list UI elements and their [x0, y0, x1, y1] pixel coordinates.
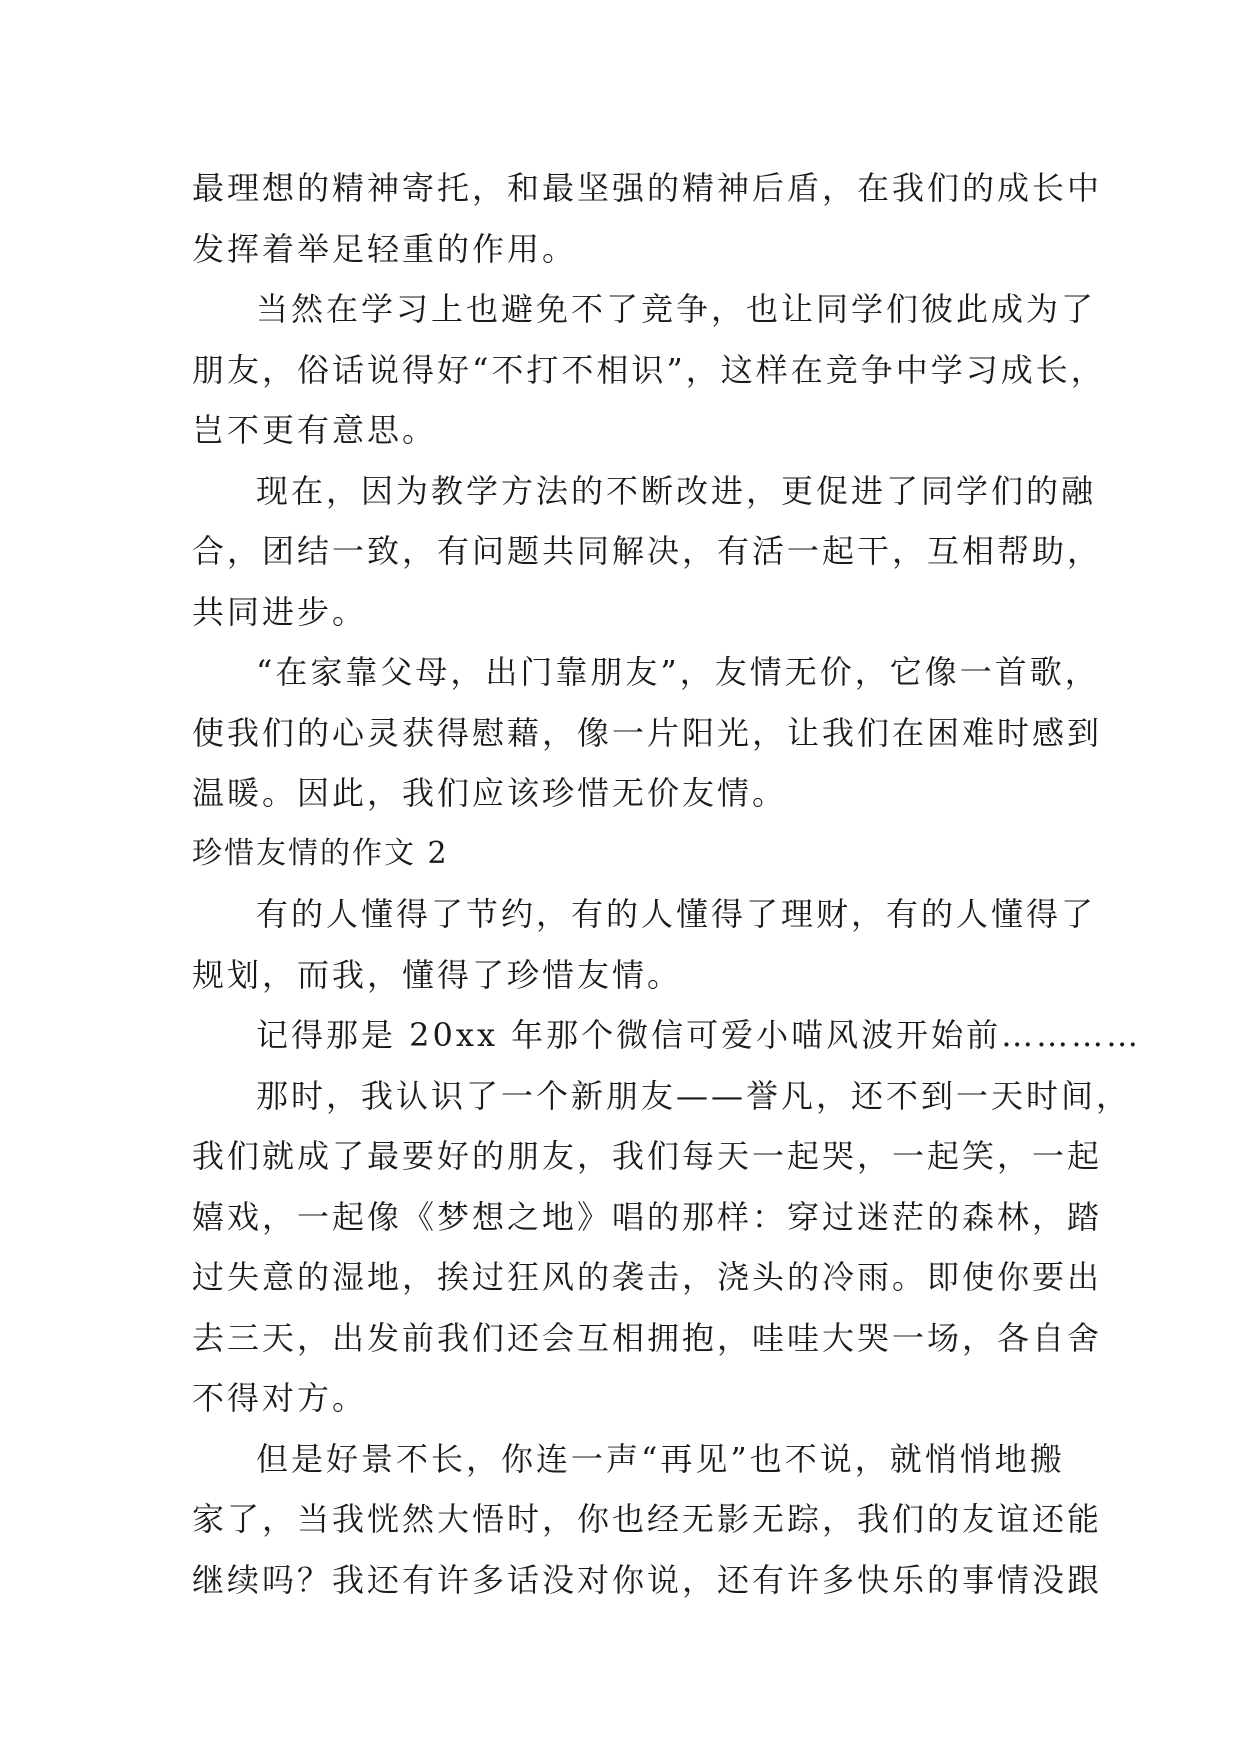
paragraph-start-line: 当然在学习上也避免不了竞争，也让同学们彼此成为了: [256, 290, 1097, 328]
text-line: 规划，而我，懂得了珍惜友情。: [192, 955, 683, 994]
section-heading: 珍惜友情的作文 2: [192, 835, 449, 871]
text-line: 嬉戏，一起像《梦想之地》唱的那样：穿过迷茫的森林，踏: [192, 1197, 1103, 1236]
text-line: 去三天，出发前我们还会互相拥抱，哇哇大哭一场，各自舍: [192, 1318, 1103, 1357]
paragraph-start-line: 但是好景不长，你连一声“再见”也不说，就悄悄地搬: [256, 1439, 1065, 1478]
text-line: 继续吗？我还有许多话没对你说，还有许多快乐的事情没跟: [192, 1560, 1103, 1599]
text-line: 使我们的心灵获得慰藉，像一片阳光，让我们在困难时感到: [192, 713, 1103, 752]
text-line: 我们就成了最要好的朋友，我们每天一起哭，一起笑，一起: [192, 1137, 1103, 1175]
document-body: [192, 158, 1142, 1610]
text-line: 合，团结一致，有问题共同解决，有活一起干，互相帮助，: [192, 532, 1103, 570]
text-line: 过失意的湿地，挨过狂风的袭击，浇头的冷雨。即使你要出: [192, 1258, 1103, 1296]
text-line: 共同进步。: [192, 592, 368, 631]
text-line: 家了，当我恍然大悟时，你也经无影无踪，我们的友谊还能: [192, 1500, 1103, 1538]
text-line: 岂不更有意思。: [192, 411, 438, 449]
text-line: 温暖。因此，我们应该珍惜无价友情。: [192, 774, 788, 812]
text-line: 朋友，俗话说得好“不打不相识”，这样在竞争中学习成长，: [192, 350, 1106, 389]
paragraph-start-line: 那时，我认识了一个新朋友——誉凡，还不到一天时间，: [256, 1076, 1132, 1115]
text-line: 不得对方。: [192, 1379, 368, 1417]
paragraph-start-line: 有的人懂得了节约，有的人懂得了理财，有的人懂得了: [256, 895, 1097, 933]
text-line: 发挥着举足轻重的作用。: [192, 229, 578, 268]
paragraph-start-line: 现在，因为教学方法的不断改进，更促进了同学们的融: [256, 471, 1097, 510]
text-line: 最理想的精神寄托，和最坚强的精神后盾，在我们的成长中: [192, 169, 1103, 207]
paragraph-start-line: 记得那是 20xx 年那个微信可爱小喵风波开始前…………: [256, 1016, 1142, 1054]
paragraph-start-line: “在家靠父母，出门靠朋友”，友情无价，它像一首歌，: [256, 653, 1100, 691]
